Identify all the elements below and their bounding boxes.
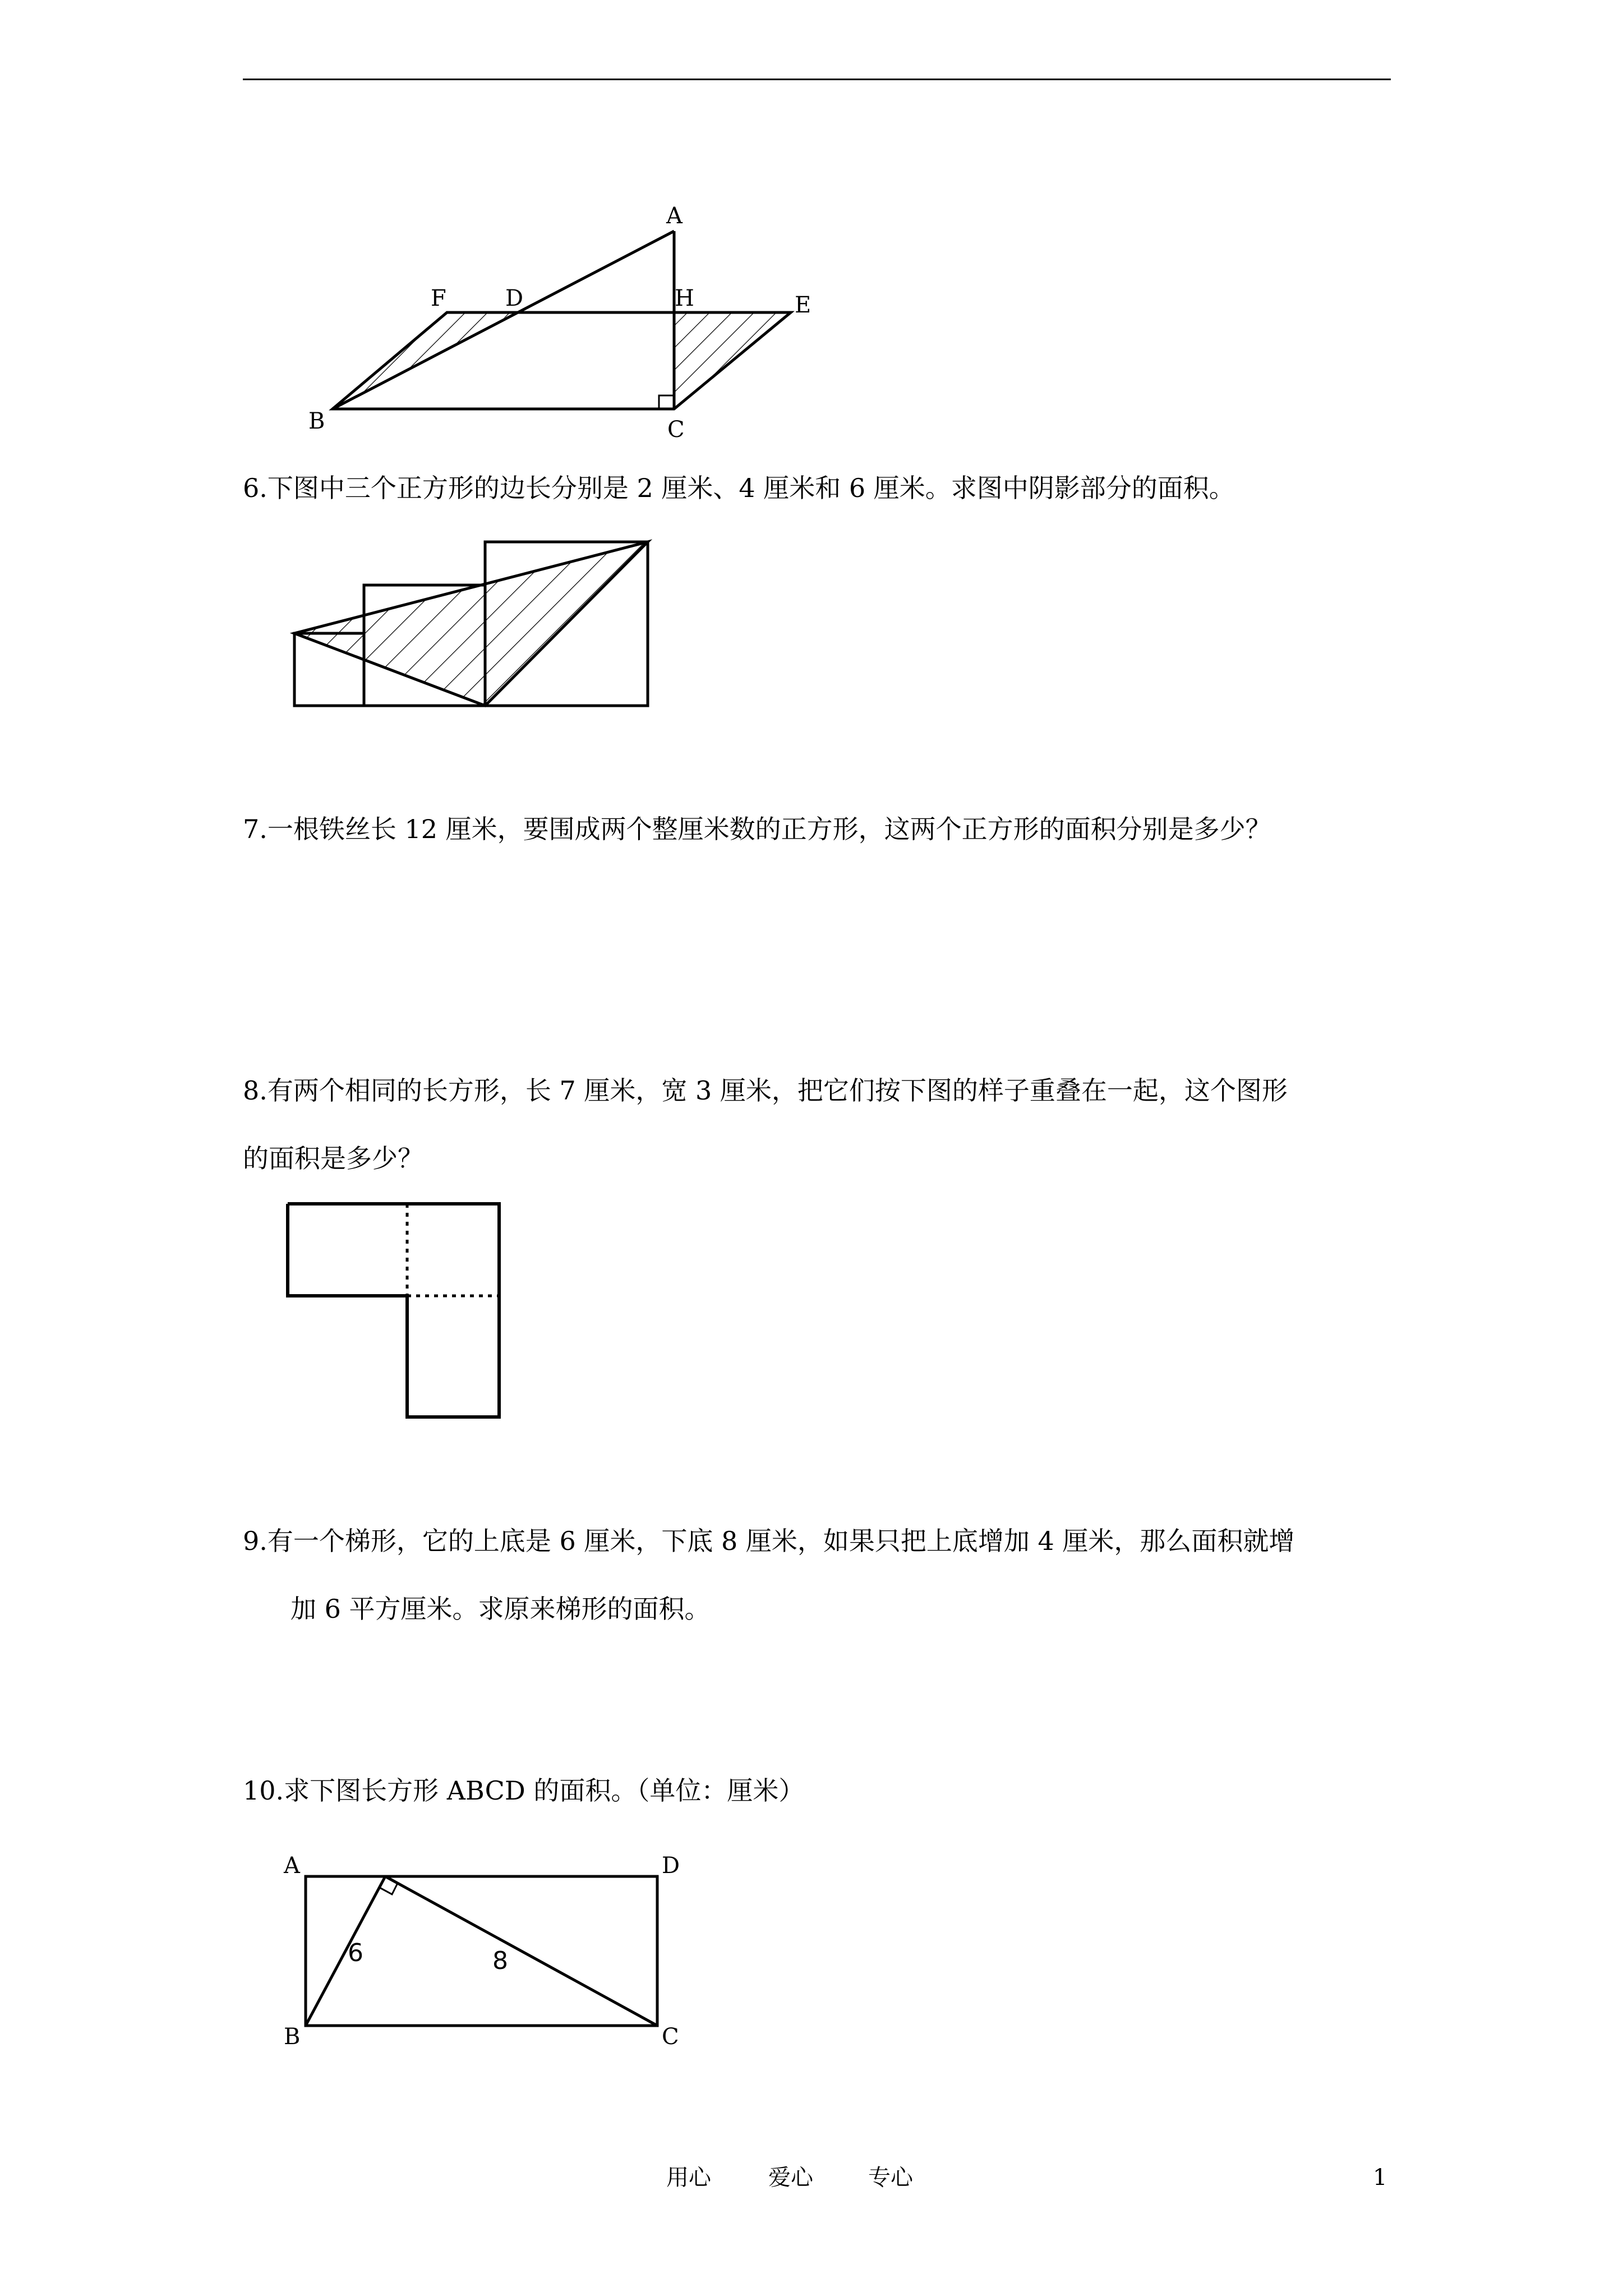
label-b: B — [284, 2024, 301, 2050]
label-b: B — [308, 408, 325, 434]
footer-item-1: 用心 — [666, 2165, 711, 2191]
question-7: 7.一根铁丝长 12 厘米，要围成两个整厘米数的正方形，这两个正方形的面积分别是多少？ — [243, 814, 1271, 844]
label-c: C — [667, 417, 685, 443]
segment-e-c — [385, 1876, 657, 2026]
page-number: 1 — [1373, 2165, 1387, 2191]
question-10: 10.求下图长方形 ABCD 的面积。（单位：厘米） — [243, 1775, 805, 1806]
label-d: D — [505, 286, 524, 311]
label-a: A — [284, 1853, 300, 1879]
label-e: E — [795, 292, 811, 318]
footer-item-2: 爱心 — [768, 2165, 813, 2191]
length-label-8: 8 — [492, 1947, 508, 1975]
length-label-6: 6 — [348, 1939, 363, 1967]
question-9-line-2: 加 6 平方厘米。求原来梯形的面积。 — [291, 1594, 711, 1624]
question-6: 6.下图中三个正方形的边长分别是 2 厘米、4 厘米和 6 厘米。求图中阴影部分的面积。 — [243, 473, 1235, 503]
footer-item-3: 专心 — [868, 2165, 913, 2191]
label-c: C — [662, 2024, 679, 2050]
label-a: A — [666, 203, 683, 229]
label-f: F — [431, 286, 446, 311]
question-9-line-1: 9.有一个梯形，它的上底是 6 厘米，下底 8 厘米，如果只把上底增加 4 厘米，那么面积就增 — [243, 1526, 1295, 1556]
segment-b-e — [306, 1876, 385, 2026]
question-8-line-2: 的面积是多少？ — [243, 1143, 423, 1174]
question-8-line-1: 8.有两个相同的长方形，长 7 厘米，宽 3 厘米，把它们按下图的样子重叠在一起，这个图形 — [243, 1075, 1288, 1106]
label-d: D — [662, 1853, 680, 1879]
label-h: H — [675, 286, 694, 311]
